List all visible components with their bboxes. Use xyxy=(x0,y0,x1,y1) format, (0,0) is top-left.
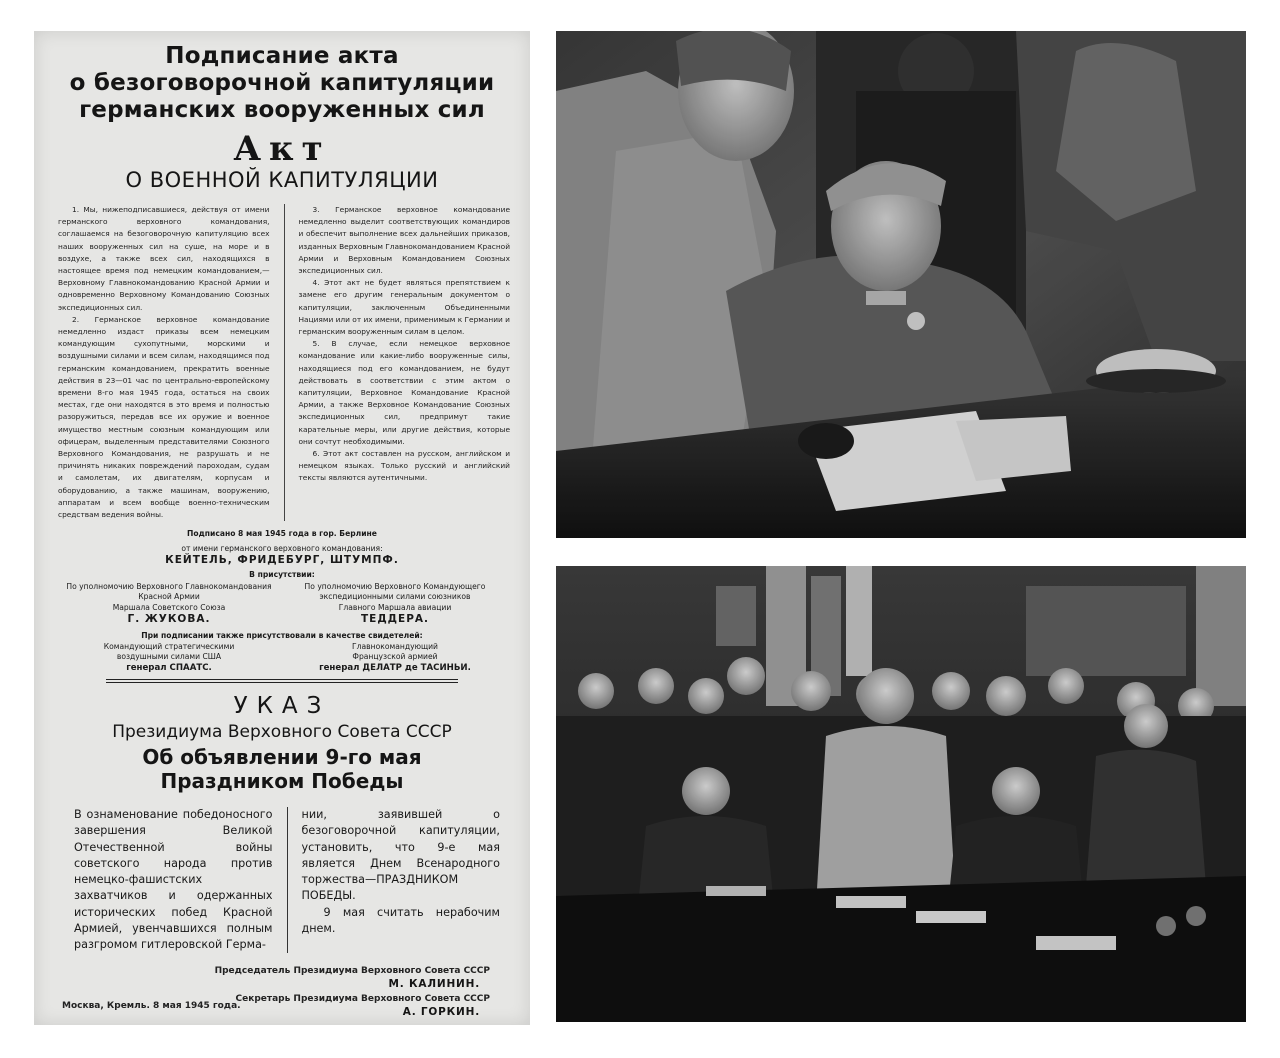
akt-subtitle: О ВОЕННОЙ КАПИТУЛЯЦИИ xyxy=(125,168,439,192)
photo-signing xyxy=(556,31,1246,538)
signer-name: ТЕДДЕРА. xyxy=(360,613,430,626)
akt-paragraph: 2. Германское верховное командование немедленно издаст приказы всем немецким командующим сухопутными, морскими и воздушными силами и всем силам, находящимся под германским командованием, прекратить военные действия в 23—01 час по центрально-европейскому времени 8-го мая 1945 года, остаться на своих местах, где они находятся в это время и полностью разоружиться, передав все их оружие и военное имущество местным союзным командующим или офицерам, выделенным представителями Союзного Верховного Командования, не разрушать и не причинять никаких повреждений пароходам, судам и самолетам, их двигателям, корпусам и оборудованию, а также машинам, вооружению, аппаратам и всем вообще военно-техническим средствам ведения войны. xyxy=(58,314,270,520)
ukaz-headline-line: Об объявлении 9-го мая xyxy=(142,745,422,770)
akt-column-right xyxy=(299,204,511,521)
ukaz-headline-line: Праздником Победы xyxy=(160,769,404,794)
akt-text-columns xyxy=(58,204,510,521)
witness-text: Главнокомандующий xyxy=(352,641,438,651)
witness-text: Командующий стратегическими xyxy=(103,641,235,651)
akt-paragraph: 1. Мы, нижеподписавшиеся, действуя от имени германского верховного командования, соглашаемся на безоговорочную капитуляцию всех наших вооруженных сил на суше, на море и в воздухе, а также всех сил, находящихся в настоящее время под немецким командованием,—Верховному Главнокомандованию Красной Армии и одновременно Верховному Командованию Союзных экспедиционных сил. xyxy=(58,205,270,312)
allied-signer xyxy=(282,582,508,627)
authority-line: По уполномочию Верховного Командующего xyxy=(304,581,486,591)
akt-title: Акт xyxy=(233,129,331,169)
ukaz-column-left xyxy=(74,807,273,953)
column-divider xyxy=(284,204,285,521)
headline-line: германских вооруженных сил xyxy=(79,97,485,123)
headline xyxy=(34,43,530,124)
divider-rule xyxy=(106,682,458,683)
witness-text: Французской армией xyxy=(352,652,438,662)
allied-signers xyxy=(56,582,508,627)
ukaz-column-right xyxy=(302,807,501,953)
on-behalf-line: от имени германского верховного командования: xyxy=(181,543,383,553)
german-signers: КЕЙТЕЛЬ, ФРИДЕБУРГ, ШТУМПФ. xyxy=(165,554,399,567)
witness-left xyxy=(56,642,282,674)
place-date: Москва, Кремль. 8 мая 1945 года. xyxy=(62,1001,241,1011)
secretary-name: А. ГОРКИН. xyxy=(402,1006,480,1019)
chair-position: Председатель Президиума Верховного Совета СССР xyxy=(214,966,490,977)
akt-paragraph: 5. В случае, если немецкое верховное командование или какие-либо вооруженные силы, находящиеся под его командованием, не будут действовать в соответствии с этим актом о капитуляции, Верховное Командование Красной Армии, а также Верховное Командование Союзных экспедиционных сил, предпримут такие карательные меры, или другие действия, которые они сочтут необходимыми. xyxy=(298,339,510,446)
secretary-position: Секретарь Президиума Верховного Совета СССР xyxy=(235,994,490,1005)
authority-line: Красной Армии xyxy=(138,592,200,602)
ukaz-paragraph: нии, заявившей о безоговорочной капитуляции, установить, что 9-е мая является Днем Всенародного торжества—ПРАЗДНИКОМ ПОБЕДЫ. xyxy=(301,808,500,903)
signed-line: Подписано 8 мая 1945 года в гор. Берлине xyxy=(187,529,377,539)
soviet-signer xyxy=(56,582,282,627)
newspaper-page xyxy=(34,31,530,1025)
delegation-photo-image xyxy=(556,566,1246,1022)
witness-line: При подписании также присутствовали в качестве свидетелей: xyxy=(141,631,423,641)
akt-paragraph: 3. Германское верховное командование немедленно выделит соответствующих командиров и обеспечит выполнение всех дальнейших приказов, изданных Верховным Главнокомандованием Красной Армии и Верховным Командованием Союзных экспедиционных сил. xyxy=(298,205,510,276)
authority-line: Маршала Советского Союза xyxy=(112,602,226,612)
signatures-block xyxy=(34,529,530,673)
akt-paragraph: 4. Этот акт не будет являться препятствием к замене его другим генеральным документом о капитуляции, заключенным Объединенными Нациями или от их имени, применимым к Германии и германским вооруженным силам в целом. xyxy=(298,278,510,337)
ukaz-paragraph: В ознаменование победоносного завершения Великой Отечественной войны советского народа против немецко-фашистских захватчиков и одержанных исторических побед Красной Армией, увенчавшихся полным разгромом гитлеровской Герма- xyxy=(74,808,273,951)
witness-text: генерал СПААТС. xyxy=(126,662,212,673)
ukaz-paragraph: 9 мая считать нерабочим днем. xyxy=(301,905,500,935)
headline-line: о безоговорочной капитуляции xyxy=(69,70,495,96)
authority-line: Главного Маршала авиации xyxy=(338,602,452,612)
akt-paragraph: 6. Этот акт составлен на русском, английском и немецком языках. Только русский и английский тексты являются аутентичными. xyxy=(298,449,510,483)
authority-line: По уполномочию Верховного Главнокомандования xyxy=(66,581,272,591)
divider-rule xyxy=(106,679,458,680)
witness-text: генерал ДЕЛАТР де ТАСИНЬИ. xyxy=(319,662,471,673)
presence-line: В присутствии: xyxy=(249,570,315,580)
witness-text: воздушными силами США xyxy=(116,652,222,662)
akt-column-left xyxy=(58,204,270,521)
ukaz-text-columns xyxy=(74,807,500,953)
witness-right xyxy=(282,642,508,674)
signing-photo-image xyxy=(556,31,1246,538)
ukaz-signers xyxy=(34,965,490,1019)
authority-line: экспедиционными силами союзников xyxy=(319,592,471,602)
witnesses xyxy=(56,642,508,674)
ukaz-headline xyxy=(34,745,530,793)
ukaz-presidium: Президиума Верховного Совета СССР xyxy=(112,722,452,743)
photo-delegation xyxy=(556,566,1246,1022)
headline-line: Подписание акта xyxy=(165,43,399,69)
column-divider xyxy=(287,807,288,953)
signer-name: Г. ЖУКОВА. xyxy=(127,613,211,626)
chair-name: М. КАЛИНИН. xyxy=(388,978,480,991)
ukaz-title: УКАЗ xyxy=(233,693,331,720)
